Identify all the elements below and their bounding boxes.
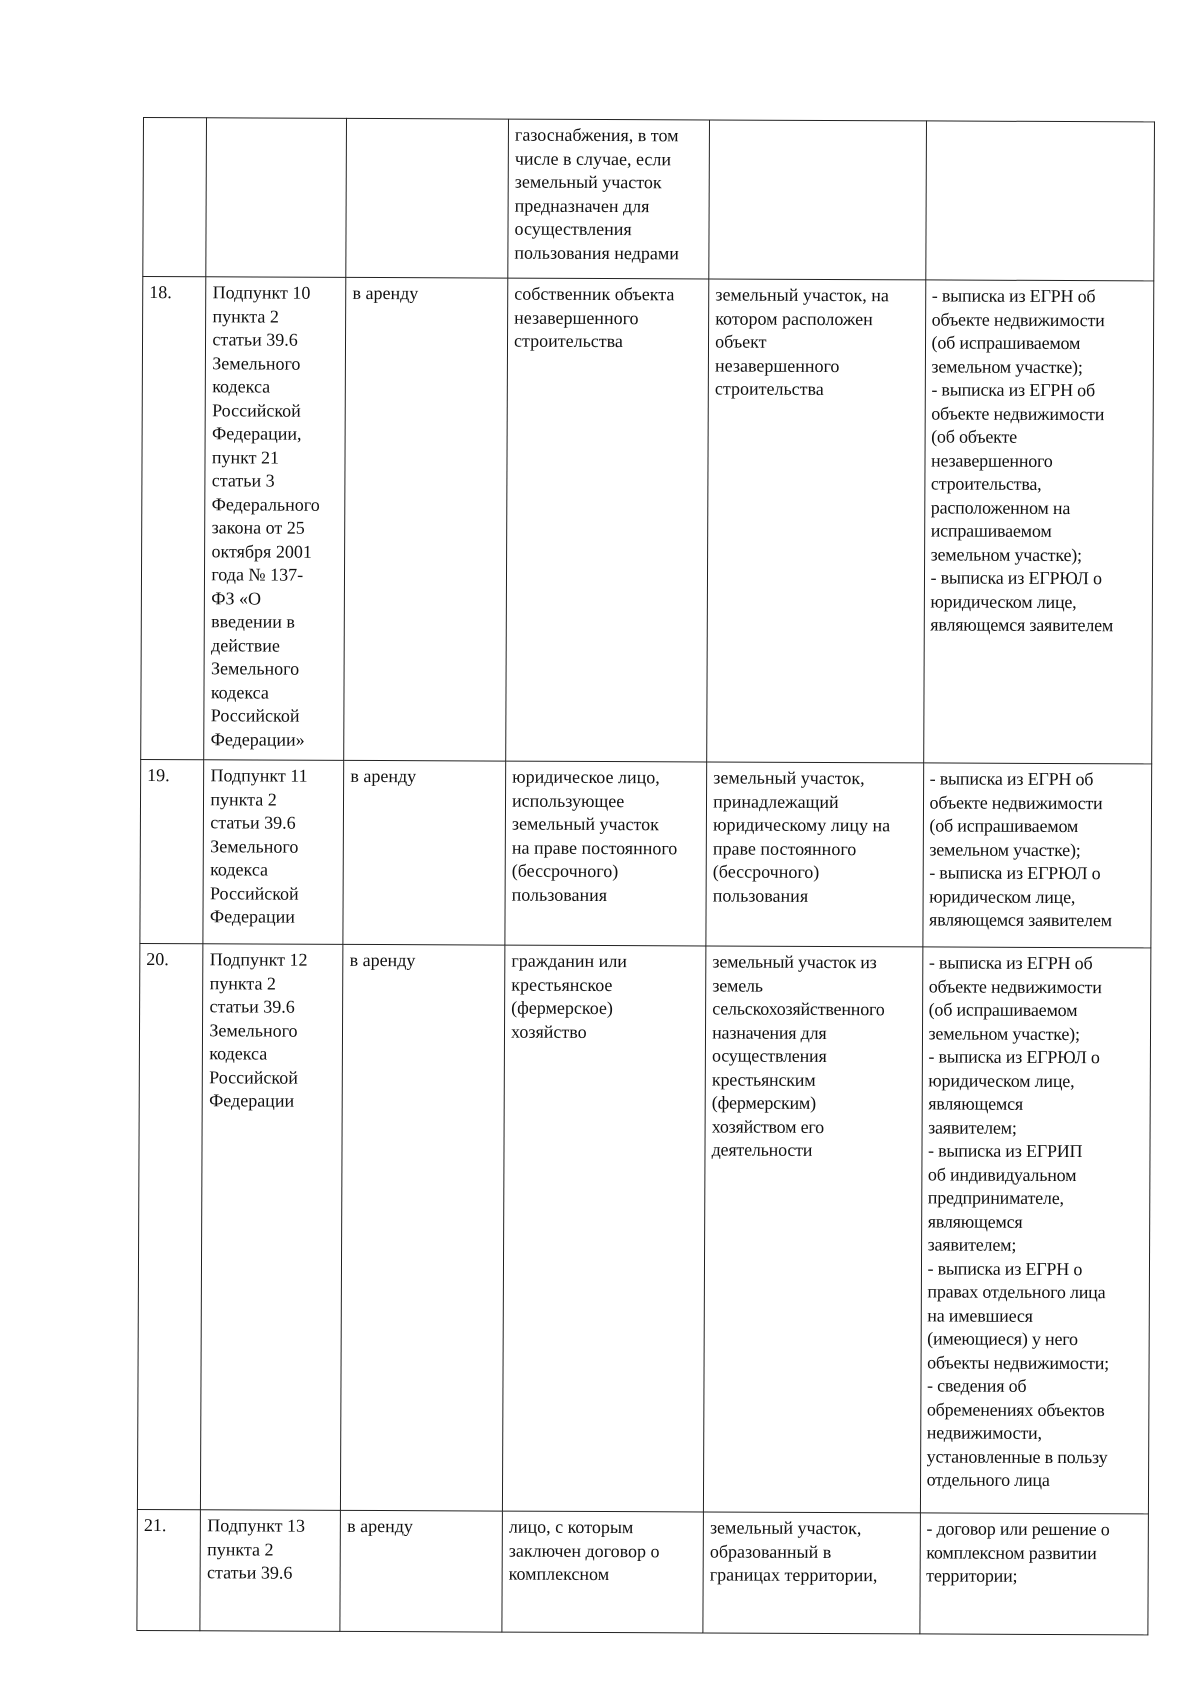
cell-documents	[925, 121, 1154, 281]
cell-applicant: газоснабжения, в том числе в случае, если земельный участок предназначен для осуществления пользования недрами	[508, 119, 710, 279]
cell-land-plot: земельный участок, на котором расположен объект незавершенного строительства	[707, 279, 926, 763]
cell-right-type: в аренду	[341, 944, 505, 1511]
table-row	[137, 943, 1150, 1513]
cell-basis	[206, 118, 347, 278]
cell-land-plot: земельный участок, образованный в границах территории,	[703, 1512, 920, 1634]
cell-number: 20.	[137, 943, 203, 1509]
cell-number: 21.	[137, 1509, 201, 1630]
cell-basis: Подпункт 11 пункта 2 статьи 39.6 Земельного кодекса Российской Федерации	[203, 760, 344, 945]
cell-documents: - выписка из ЕГРН об объекте недвижимости (об испрашиваемом земельном участке); - выписка из ЕГРН об объекте недвижимости (об объекте незавершенного строительства, расположенном на испрашиваемом земельном участке); - выписка из ЕГРЮЛ о юридическом лице, являющемся заявителем	[923, 280, 1154, 764]
cell-applicant: лицо, с которым заключен договор о комплексном	[502, 1511, 704, 1633]
cell-applicant: гражданин или крестьянское (фермерское) хозяйство	[502, 945, 706, 1512]
table-row	[140, 759, 1152, 947]
cell-number	[143, 118, 207, 277]
cell-right-type	[346, 118, 508, 278]
cell-applicant: юридическое лицо, использующее земельный участок на праве постоянного (бессрочного) пользования	[505, 761, 707, 946]
cell-right-type: в аренду	[344, 277, 508, 761]
cell-land-plot: земельный участок из земель сельскохозяйственного назначения для осуществления крестьянским (фермерским) хозяйством его деятельности	[704, 946, 923, 1513]
cell-documents: - договор или решение о комплексном развитии территории;	[919, 1513, 1148, 1635]
land-plot-table	[136, 117, 1155, 1635]
cell-right-type: в аренду	[343, 760, 506, 945]
cell-land-plot: земельный участок, принадлежащий юридическому лицу на праве постоянного (бессрочного) пользования	[706, 762, 923, 947]
cell-number: 18.	[141, 277, 206, 760]
cell-number: 19.	[140, 759, 204, 943]
cell-land-plot	[709, 120, 926, 280]
cell-right-type: в аренду	[340, 1510, 502, 1632]
cell-documents: - выписка из ЕГРН об объекте недвижимости (об испрашиваемом земельном участке); - выписка из ЕГРЮЛ о юридическом лице, являющемся заявителем; - выписка из ЕГРИП об индивидуальном предпринимателе, являющемся заявителем; - выписка из ЕГРН о правах отдельного лица на имевшиеся (имеющиеся) у него объекты недвижимости; - сведения об обременениях объектов недвижимости, установленные в пользу отдельного лица	[920, 947, 1151, 1514]
cell-basis: Подпункт 13 пункта 2 статьи 39.6	[200, 1510, 340, 1632]
cell-basis: Подпункт 10 пункта 2 статьи 39.6 Земельного кодекса Российской Федерации, пункт 21 статьи 3 Федерального закона от 25 октября 2001 года № 137- ФЗ «О введении в действие Земельного кодекса Российской Федерации»	[204, 277, 346, 761]
cell-applicant: собственник объекта незавершенного строительства	[506, 278, 709, 762]
table-row	[141, 277, 1154, 764]
cell-basis: Подпункт 12 пункта 2 статьи 39.6 Земельного кодекса Российской Федерации	[201, 944, 343, 1511]
table-row	[137, 1509, 1149, 1634]
table-row-continuation	[143, 118, 1155, 281]
cell-documents: - выписка из ЕГРН об объекте недвижимости (об испрашиваемом земельном участке); - выписка из ЕГРЮЛ о юридическом лице, являющемся заявителем	[922, 763, 1151, 948]
